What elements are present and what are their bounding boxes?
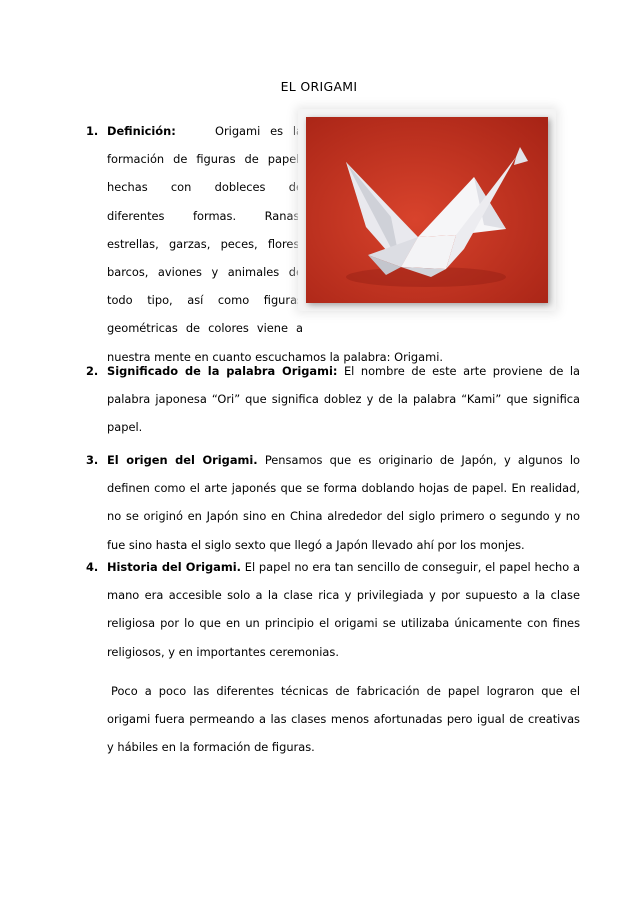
list-item-historia bbox=[86, 553, 580, 666]
closing-paragraph: Poco a poco las diferentes técnicas de fabricación de papel lograron que el origami fuera permeando a las clases menos afortunadas pero igual de creativas y hábiles en la formación de figuras. bbox=[107, 684, 580, 755]
item-body bbox=[107, 357, 580, 442]
item-label: Definición: bbox=[107, 124, 176, 138]
text-line: Origami es la bbox=[215, 124, 303, 138]
item-label: El origen del Origami. bbox=[107, 453, 258, 467]
text-line: geométricas de colores viene a bbox=[107, 321, 303, 336]
text-line: formación de figuras de papel, bbox=[107, 152, 303, 167]
text-line: hechas con dobleces de bbox=[107, 180, 303, 195]
page-title: EL ORIGAMI bbox=[280, 79, 358, 94]
text-line: estrellas, garzas, peces, flores, bbox=[107, 236, 303, 251]
text-line: todo tipo, así como figuras bbox=[107, 293, 303, 308]
item-body bbox=[107, 553, 580, 666]
item-number: 4. bbox=[86, 560, 99, 574]
item-label: Significado de la palabra Origami: bbox=[107, 364, 338, 378]
item-label: Historia del Origami. bbox=[107, 560, 241, 574]
item-number: 3. bbox=[86, 453, 99, 467]
crane-illustration bbox=[306, 117, 548, 303]
item-body bbox=[107, 446, 580, 559]
item-text: El papel no era tan sencillo de conseguir, el papel hecho a mano era accesible solo a la clase rica y privilegiada y por supuesto a la clase religiosa por lo que en un principio el origami se utilizaba únicamente con fines religiosos, y en importantes ceremonias. bbox=[107, 560, 580, 659]
item-number: 1. bbox=[86, 124, 99, 138]
item-text: Pensamos que es originario de Japón, y algunos lo definen como el arte japonés que se forma doblando hojas de papel. En realidad, no se originó en Japón sino en China alrededor del siglo primero o segundo y no fue sino hasta el siglo sexto que llegó a Japón llevado ahí por los monjes. bbox=[107, 453, 580, 552]
origami-crane-photo bbox=[306, 117, 548, 303]
wrapped-text-block bbox=[107, 117, 303, 343]
item-number: 2. bbox=[86, 364, 99, 378]
item-text: El nombre de este arte proviene de la palabra japonesa “Ori” que significa doblez y de la palabra “Kami” que significa papel. bbox=[107, 364, 581, 435]
list-item-significado bbox=[86, 357, 580, 442]
text-line-1 bbox=[107, 117, 303, 145]
text-line: barcos, aviones y animales de bbox=[107, 264, 303, 279]
text-line: diferentes formas. Ranas, bbox=[107, 208, 303, 223]
list-item-origen bbox=[86, 446, 580, 559]
text-line-last: nuestra mente en cuanto escuchamos la palabra: Origami. bbox=[107, 349, 444, 364]
